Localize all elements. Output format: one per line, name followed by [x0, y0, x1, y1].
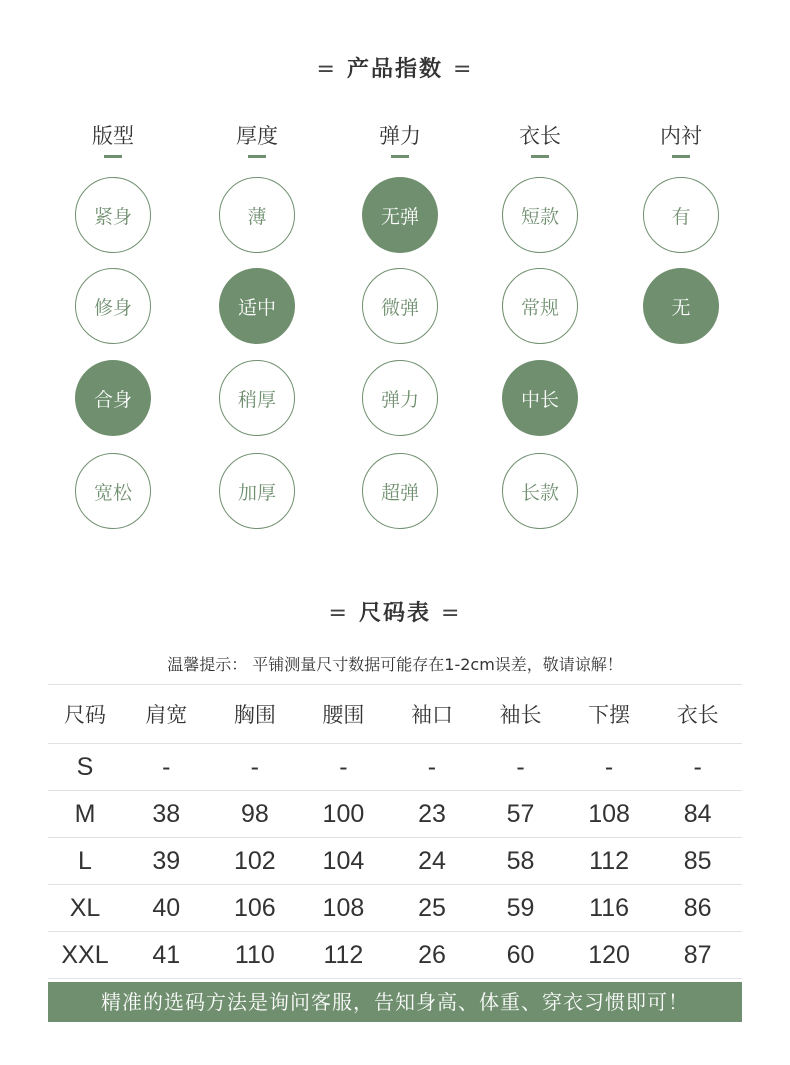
index-option-selected: 无: [643, 268, 719, 344]
index-option: 弹力: [362, 360, 438, 436]
size-table-header-cell: 尺码: [48, 685, 122, 744]
size-label-cell: XL: [48, 885, 122, 932]
measurement-cell: -: [122, 744, 211, 791]
index-option: 薄: [219, 177, 295, 253]
measurement-cell: 26: [388, 932, 477, 979]
measurement-cell: 39: [122, 838, 211, 885]
index-option: 宽松: [75, 453, 151, 529]
measurement-cell: 87: [653, 932, 742, 979]
measurement-cell: 41: [122, 932, 211, 979]
index-column-header: 弹力: [379, 124, 421, 148]
footer-banner: 精准的选码方法是询问客服，告知身高、体重、穿衣习惯即可！: [48, 982, 742, 1022]
measurement-cell: 116: [565, 885, 654, 932]
index-option-selected: 合身: [75, 360, 151, 436]
measurement-cell: 108: [299, 885, 388, 932]
measurement-cell: 86: [653, 885, 742, 932]
column-header-underline: [531, 155, 549, 158]
size-table-header-cell: 衣长: [653, 685, 742, 744]
title-decoration-left: =: [316, 57, 337, 82]
size-label-cell: XXL: [48, 932, 122, 979]
index-column-header: 衣长: [519, 124, 561, 148]
size-chart-title-text: 尺码表: [358, 601, 431, 626]
index-option: 紧身: [75, 177, 151, 253]
index-column-header: 内衬: [660, 124, 702, 148]
measurement-cell: -: [211, 744, 300, 791]
measurement-cell: 108: [565, 791, 654, 838]
size-chart-title: [0, 596, 790, 627]
size-label-cell: L: [48, 838, 122, 885]
index-option: 短款: [502, 177, 578, 253]
measurement-cell: -: [299, 744, 388, 791]
measurement-cell: 102: [211, 838, 300, 885]
measurement-cell: 60: [476, 932, 565, 979]
size-table-header-cell: 肩宽: [122, 685, 211, 744]
measurement-cell: -: [388, 744, 477, 791]
measurement-cell: 104: [299, 838, 388, 885]
measurement-tip: 温馨提示： 平铺测量尺寸数据可能存在1-2cm误差，敬请谅解！: [167, 655, 623, 674]
index-column-header: 厚度: [236, 124, 278, 148]
measurement-cell: 59: [476, 885, 565, 932]
measurement-cell: -: [653, 744, 742, 791]
index-option-selected: 适中: [219, 268, 295, 344]
table-row: [48, 885, 742, 932]
measurement-cell: 106: [211, 885, 300, 932]
product-index-title-text: 产品指数: [346, 57, 443, 82]
measurement-cell: 38: [122, 791, 211, 838]
table-row: [48, 791, 742, 838]
size-label-cell: S: [48, 744, 122, 791]
column-header-underline: [391, 155, 409, 158]
measurement-cell: 57: [476, 791, 565, 838]
column-header-underline: [248, 155, 266, 158]
measurement-cell: 85: [653, 838, 742, 885]
index-option: 有: [643, 177, 719, 253]
size-table-header-cell: 腰围: [299, 685, 388, 744]
measurement-cell: 98: [211, 791, 300, 838]
measurement-cell: 24: [388, 838, 477, 885]
title-decoration-right: =: [441, 601, 462, 626]
column-header-underline: [672, 155, 690, 158]
measurement-cell: 84: [653, 791, 742, 838]
index-option: 长款: [502, 453, 578, 529]
measurement-cell: 23: [388, 791, 477, 838]
index-option-selected: 中长: [502, 360, 578, 436]
size-table-header-cell: 下摆: [565, 685, 654, 744]
size-table-header-row: [48, 685, 742, 744]
measurement-cell: 110: [211, 932, 300, 979]
index-option: 修身: [75, 268, 151, 344]
size-table: [48, 684, 742, 979]
column-header-underline: [104, 155, 122, 158]
table-row: [48, 838, 742, 885]
table-row: [48, 932, 742, 979]
index-option: 微弹: [362, 268, 438, 344]
size-label-cell: M: [48, 791, 122, 838]
table-row: [48, 744, 742, 791]
index-option: 超弹: [362, 453, 438, 529]
size-table-header-cell: 袖口: [388, 685, 477, 744]
index-option: 常规: [502, 268, 578, 344]
measurement-cell: 58: [476, 838, 565, 885]
title-decoration-left: =: [328, 601, 349, 626]
index-option: 稍厚: [219, 360, 295, 436]
measurement-cell: 40: [122, 885, 211, 932]
index-option: 加厚: [219, 453, 295, 529]
measurement-cell: 112: [299, 932, 388, 979]
measurement-cell: -: [476, 744, 565, 791]
measurement-cell: 25: [388, 885, 477, 932]
measurement-cell: -: [565, 744, 654, 791]
index-column-header: 版型: [92, 124, 134, 148]
measurement-cell: 120: [565, 932, 654, 979]
title-decoration-right: =: [453, 57, 474, 82]
index-option-selected: 无弹: [362, 177, 438, 253]
measurement-cell: 112: [565, 838, 654, 885]
size-table-header-cell: 胸围: [211, 685, 300, 744]
product-index-title: [0, 52, 790, 83]
size-table-header-cell: 袖长: [476, 685, 565, 744]
measurement-cell: 100: [299, 791, 388, 838]
